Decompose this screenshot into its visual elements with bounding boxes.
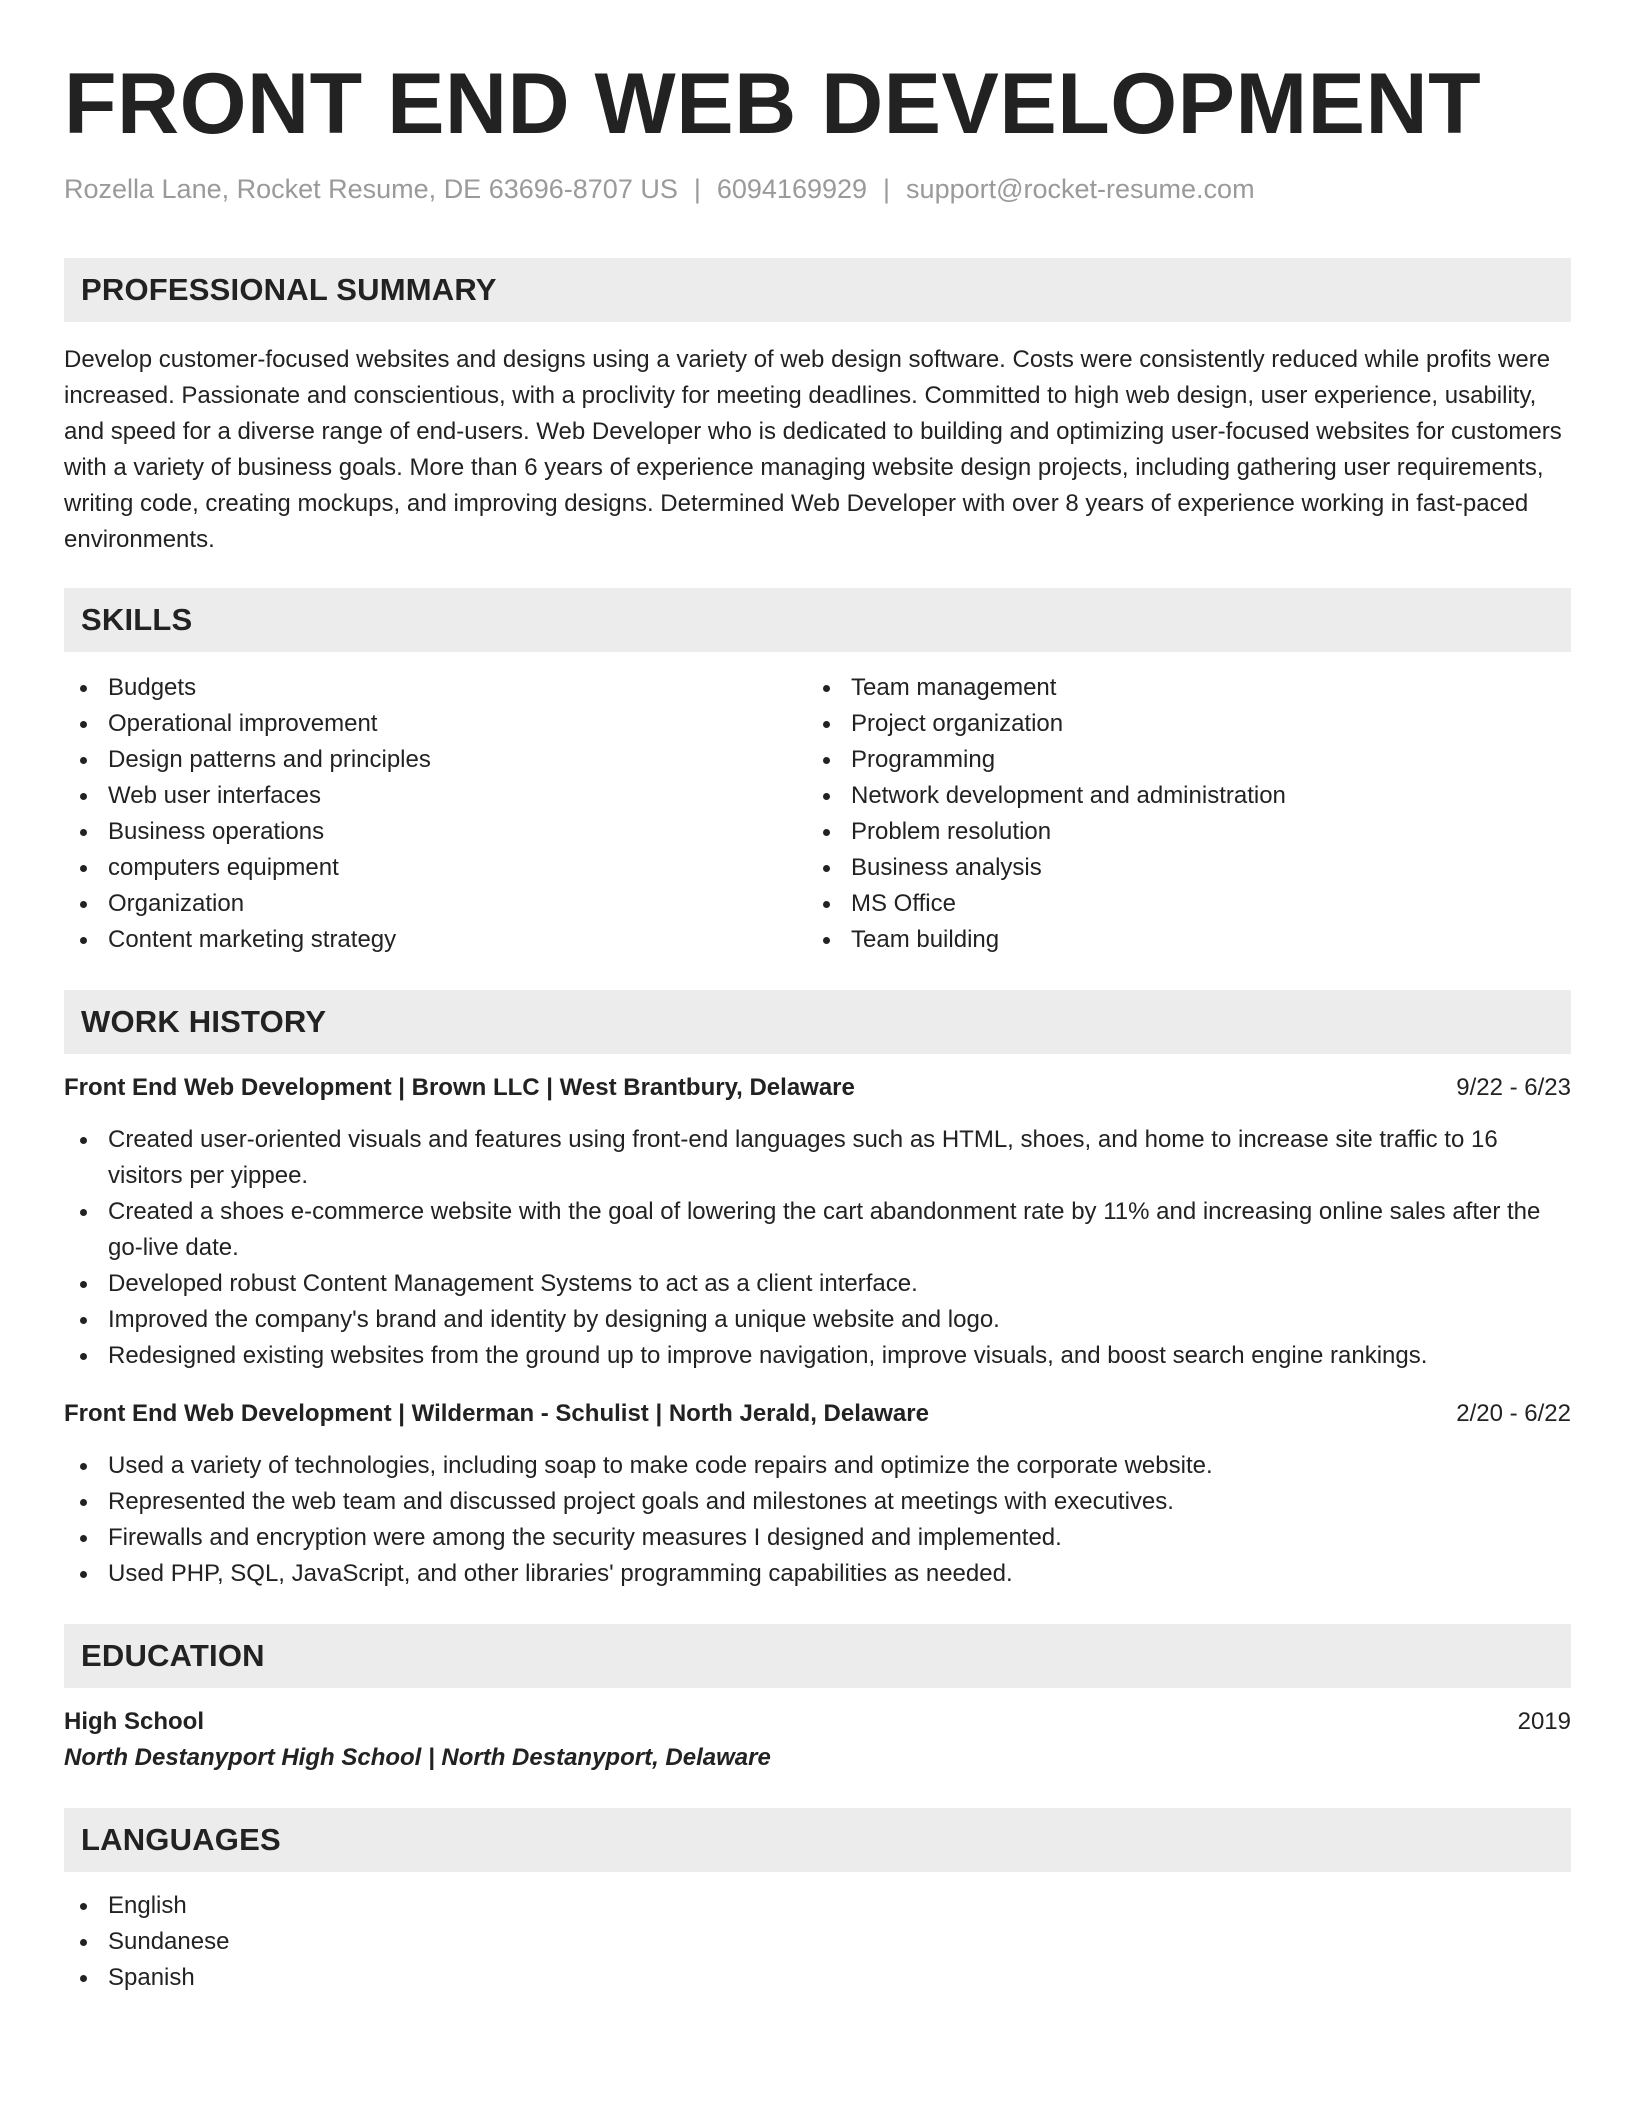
- education-degree: High School: [64, 1708, 204, 1735]
- job-bullet-list: [64, 1448, 1571, 1592]
- languages-list: [64, 1888, 1571, 1996]
- summary-text: Develop customer-focused websites and designs using a variety of web design software. Costs were consistently reduced while profits were increased. Passionate and conscientious, with a proclivity for meeting deadlines. Committed to high web design, user experience, usability, and speed for a diverse range of end-users. Web Developer who is dedicated to building and optimizing user-focused websites for customers with a variety of business goals. More than 6 years of experience managing website design projects, including gathering user requirements, writing code, creating mockups, and improving designs. Determined Web Developer with over 8 years of experience working in fast-paced environments.: [64, 346, 1562, 553]
- skill-item: Business operations: [64, 814, 807, 850]
- job-entry: [64, 1396, 1571, 1592]
- skill-item: computers equipment: [64, 850, 807, 886]
- work-history-header: [64, 990, 1571, 1054]
- job-dates: 2/20 - 6/22: [1456, 1400, 1571, 1427]
- contact-separator: |: [883, 174, 891, 204]
- job-heading: Front End Web Development | Brown LLC | West Brantbury, Delaware: [64, 1074, 855, 1101]
- job-bullet: Developed robust Content Management Systems to act as a client interface.: [64, 1266, 1571, 1302]
- skills-section: [64, 588, 1571, 958]
- job-bullet: Redesigned existing websites from the ground up to improve navigation, improve visuals, and boost search engine rankings.: [64, 1338, 1571, 1374]
- contact-email: support@rocket-resume.com: [906, 174, 1255, 204]
- skill-item: Team building: [807, 922, 1550, 958]
- skill-item: MS Office: [807, 886, 1550, 922]
- resume-page: [64, 56, 1571, 1996]
- skill-item: Business analysis: [807, 850, 1550, 886]
- work-history-title: WORK HISTORY: [81, 1004, 327, 1039]
- language-item: Sundanese: [64, 1924, 1571, 1960]
- skill-item: Content marketing strategy: [64, 922, 807, 958]
- skills-header: [64, 588, 1571, 652]
- skills-grid: [64, 670, 1571, 958]
- job-bullet: Created user-oriented visuals and features using front-end languages such as HTML, shoes, and home to increase site traffic to 16 visitors per yippee.: [64, 1122, 1571, 1194]
- summary-title: PROFESSIONAL SUMMARY: [81, 272, 497, 307]
- contact-phone: 6094169929: [716, 174, 868, 204]
- contact-line: [64, 172, 1571, 206]
- languages-header: [64, 1808, 1571, 1872]
- job-bullet: Used PHP, SQL, JavaScript, and other libraries' programming capabilities as needed.: [64, 1556, 1571, 1592]
- job-header: [64, 1396, 1571, 1432]
- job-heading: Front End Web Development | Wilderman - Schulist | North Jerald, Delaware: [64, 1400, 929, 1427]
- education-title: EDUCATION: [81, 1638, 265, 1673]
- resume-name: FRONT END WEB DEVELOPMENT: [64, 56, 1482, 152]
- skill-item: Network development and administration: [807, 778, 1550, 814]
- skill-item: Team management: [807, 670, 1550, 706]
- job-bullet: Improved the company's brand and identity by designing a unique website and logo.: [64, 1302, 1571, 1338]
- skill-item: Programming: [807, 742, 1550, 778]
- skills-left-list: [64, 670, 807, 958]
- work-history-section: [64, 990, 1571, 1592]
- summary-section: [64, 258, 1571, 558]
- education-header: [64, 1624, 1571, 1688]
- languages-title: LANGUAGES: [81, 1822, 281, 1857]
- job-bullet: Created a shoes e-commerce website with the goal of lowering the cart abandonment rate by 11% and increasing online sales after the go-live date.: [64, 1194, 1571, 1266]
- summary-header: [64, 258, 1571, 322]
- skill-item: Project organization: [807, 706, 1550, 742]
- skill-item: Problem resolution: [807, 814, 1550, 850]
- job-entry: [64, 1070, 1571, 1374]
- education-year: 2019: [1517, 1708, 1571, 1735]
- education-school: North Destanyport High School | North Destanyport, Delaware: [64, 1744, 771, 1771]
- skill-item: Organization: [64, 886, 807, 922]
- skill-item: Web user interfaces: [64, 778, 807, 814]
- job-header: [64, 1070, 1571, 1106]
- job-dates: 9/22 - 6/23: [1456, 1074, 1571, 1101]
- skill-item: Operational improvement: [64, 706, 807, 742]
- contact-address: Rozella Lane, Rocket Resume, DE 63696-8707 US: [64, 174, 678, 204]
- job-bullet-list: [64, 1122, 1571, 1374]
- language-item: English: [64, 1888, 1571, 1924]
- education-section: [64, 1624, 1571, 1776]
- job-bullet: Represented the web team and discussed project goals and milestones at meetings with executives.: [64, 1484, 1571, 1520]
- education-entry-header: [64, 1704, 1571, 1740]
- language-item: Spanish: [64, 1960, 1571, 1996]
- skills-right-list: [807, 670, 1550, 958]
- job-bullet: Firewalls and encryption were among the security measures I designed and implemented.: [64, 1520, 1571, 1556]
- contact-separator: |: [693, 174, 701, 204]
- job-bullet: Used a variety of technologies, including soap to make code repairs and optimize the corporate website.: [64, 1448, 1571, 1484]
- skill-item: Design patterns and principles: [64, 742, 807, 778]
- skill-item: Budgets: [64, 670, 807, 706]
- skills-title: SKILLS: [81, 602, 193, 637]
- languages-section: [64, 1808, 1571, 1996]
